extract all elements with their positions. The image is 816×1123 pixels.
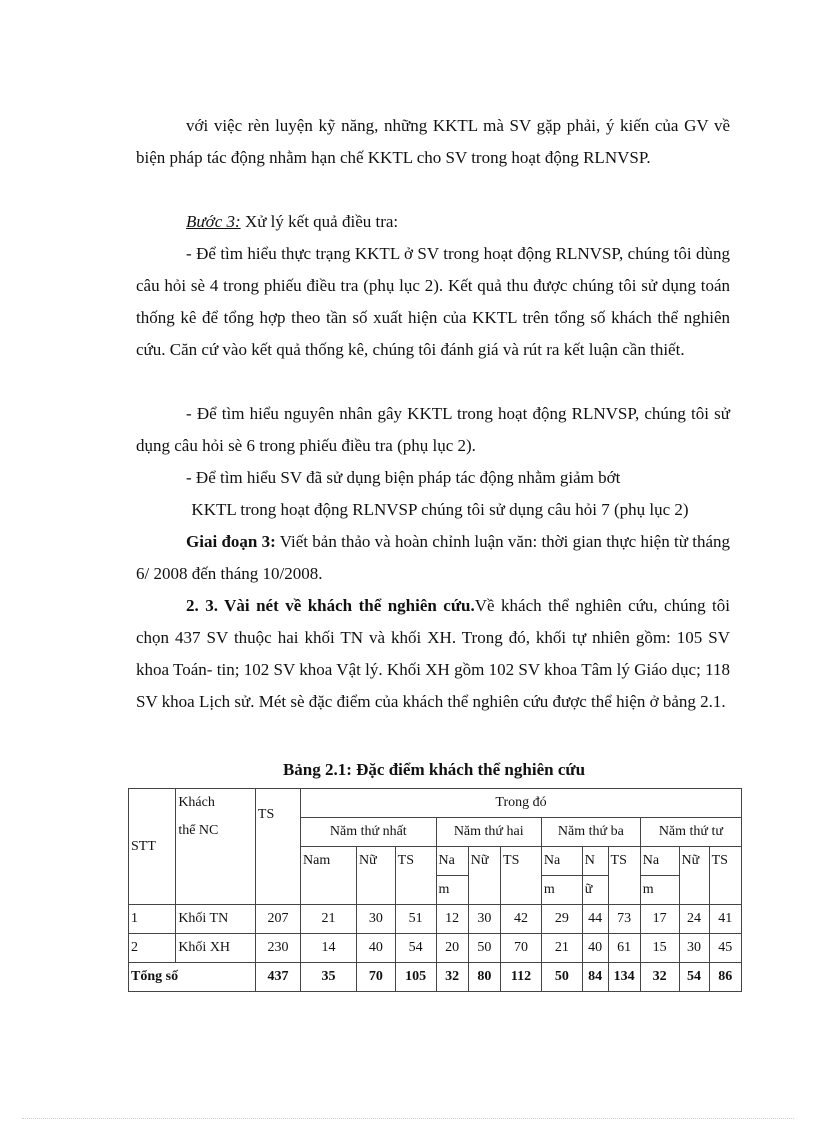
cell: 30 (468, 905, 500, 934)
cell: 17 (640, 905, 679, 934)
paragraph-causes: - Để tìm hiểu nguyên nhân gây KKTL trong hoạt động RLNVSP, chúng tôi sử dụng câu hỏi sè 6 trong phiếu điều tra (phụ lục 2). (136, 404, 730, 455)
total-cell: 70 (356, 963, 395, 992)
cell: 54 (395, 934, 436, 963)
total-cell: 112 (501, 963, 542, 992)
cell: 14 (301, 934, 357, 963)
cell: 30 (679, 934, 709, 963)
row-ts: 230 (255, 934, 300, 963)
paragraph-intro: với việc rèn luyện kỹ năng, những KKTL mà SV gặp phải, ý kiến của GV về biện pháp tác động nhằm hạn chế KKTL cho SV trong hoạt động RLNVSP. (136, 116, 730, 167)
cell: 12 (436, 905, 468, 934)
section-2-3-paragraph (136, 590, 730, 718)
table-total-row (129, 963, 742, 992)
table-caption: Bảng 2.1: Đặc điểm khách thể nghiên cứu (282, 760, 586, 779)
header-year-2: Năm thứ hai (436, 818, 541, 847)
header-y2-ts: TS (501, 847, 542, 905)
header-y4-female: Nữ (679, 847, 709, 905)
phase3-paragraph (136, 526, 730, 590)
total-cell: 32 (436, 963, 468, 992)
header-y4-male-b: m (640, 876, 679, 905)
header-year-3: Năm thứ ba (541, 818, 640, 847)
paragraph-reality: - Để tìm hiểu thực trạng KKTL ở SV trong hoạt động RLNVSP, chúng tôi dùng câu hỏi sè 4 trong phiếu điều tra (phụ lục 2). Kết quả thu được chúng tôi sử dụng toán thống kê để tổng hợp theo tần số xuất hiện của KKTL trên tổng số khách thể nghiên cứu. Căn cứ vào kết quả thống kê, chúng tôi đánh giá và rút ra kết luận cần thiết. (136, 244, 730, 359)
cell: 50 (468, 934, 500, 963)
phase3-label: Giai đoạn 3: (186, 532, 276, 551)
total-label: Tổng số (129, 963, 256, 992)
header-subject: Khách thể NC (176, 789, 256, 905)
step3-line (136, 206, 730, 238)
header-y2-male-a: Na (436, 847, 468, 876)
step3-label: Bước 3: (186, 212, 241, 231)
step3-text: Xử lý kết quả điều tra: (240, 212, 399, 231)
subjects-table (128, 788, 742, 992)
header-y2-male-b: m (436, 876, 468, 905)
cell: 51 (395, 905, 436, 934)
row-stt: 2 (129, 934, 176, 963)
cell: 40 (356, 934, 395, 963)
header-y3-female-a: N (582, 847, 608, 876)
cell: 41 (709, 905, 741, 934)
cell: 45 (709, 934, 741, 963)
total-cell: 84 (582, 963, 608, 992)
header-y3-male-a: Na (541, 847, 582, 876)
cell: 61 (608, 934, 640, 963)
section-2-3-text: Về khách thể nghiên cứu, chúng tôi chọn 437 SV thuộc hai khối TN và khối XH. Trong đó, khối tự nhiên gồm: 105 SV khoa Toán- tin; 102 SV khoa Vật lý. Khối XH gồm 102 SV khoa Tâm lý Giáo dục; 118 SV khoa Lịch sử. Mét sè đặc điểm của khách thể nghiên cứu được thể hiện ở bảng 2.1. (136, 596, 730, 711)
cell: 24 (679, 905, 709, 934)
total-cell: 50 (541, 963, 582, 992)
header-year-4: Năm thứ tư (640, 818, 741, 847)
cell: 15 (640, 934, 679, 963)
cell: 30 (356, 905, 395, 934)
phase3-text: Viết bản thảo và hoàn chỉnh luận văn: thời gian thực hiện từ tháng 6/ 2008 đến tháng 10/2008. (136, 532, 730, 583)
header-y4-ts: TS (709, 847, 741, 905)
header-y1-ts: TS (395, 847, 436, 905)
row-name: Khối TN (176, 905, 256, 934)
header-y1-male: Nam (301, 847, 357, 905)
header-year-1: Năm thứ nhất (301, 818, 436, 847)
cell: 44 (582, 905, 608, 934)
cell: 29 (541, 905, 582, 934)
cell: 40 (582, 934, 608, 963)
row-name: Khối XH (176, 934, 256, 963)
header-y3-male-b: m (541, 876, 582, 905)
total-cell: 80 (468, 963, 500, 992)
paragraph-measures-line2: KKTL trong hoạt động RLNVSP chúng tôi sử dụng câu hỏi 7 (phụ lục 2) (191, 500, 689, 519)
row-ts: 207 (255, 905, 300, 934)
section-2-3-heading: 2. 3. Vài nét về khách thể nghiên cứu. (186, 596, 475, 615)
table-row (129, 905, 742, 934)
total-cell: 86 (709, 963, 741, 992)
header-stt: STT (129, 789, 176, 905)
total-cell: 54 (679, 963, 709, 992)
cell: 73 (608, 905, 640, 934)
total-cell: 35 (301, 963, 357, 992)
cell: 20 (436, 934, 468, 963)
page-bottom-divider (22, 1118, 794, 1119)
header-y1-female: Nữ (356, 847, 395, 905)
cell: 70 (501, 934, 542, 963)
header-y4-male-a: Na (640, 847, 679, 876)
cell: 42 (501, 905, 542, 934)
header-among: Trong đó (301, 789, 742, 818)
header-y3-ts: TS (608, 847, 640, 905)
cell: 21 (541, 934, 582, 963)
table-header-row-1 (129, 789, 742, 818)
table-row (129, 934, 742, 963)
total-ts: 437 (255, 963, 300, 992)
total-cell: 134 (608, 963, 640, 992)
header-y3-female-b: ữ (582, 876, 608, 905)
row-stt: 1 (129, 905, 176, 934)
total-cell: 32 (640, 963, 679, 992)
paragraph-measures-line1: - Để tìm hiểu SV đã sử dụng biện pháp tác động nhằm giảm bớt (186, 468, 621, 487)
header-y2-female: Nữ (468, 847, 500, 905)
header-ts: TS (255, 789, 300, 905)
total-cell: 105 (395, 963, 436, 992)
cell: 21 (301, 905, 357, 934)
